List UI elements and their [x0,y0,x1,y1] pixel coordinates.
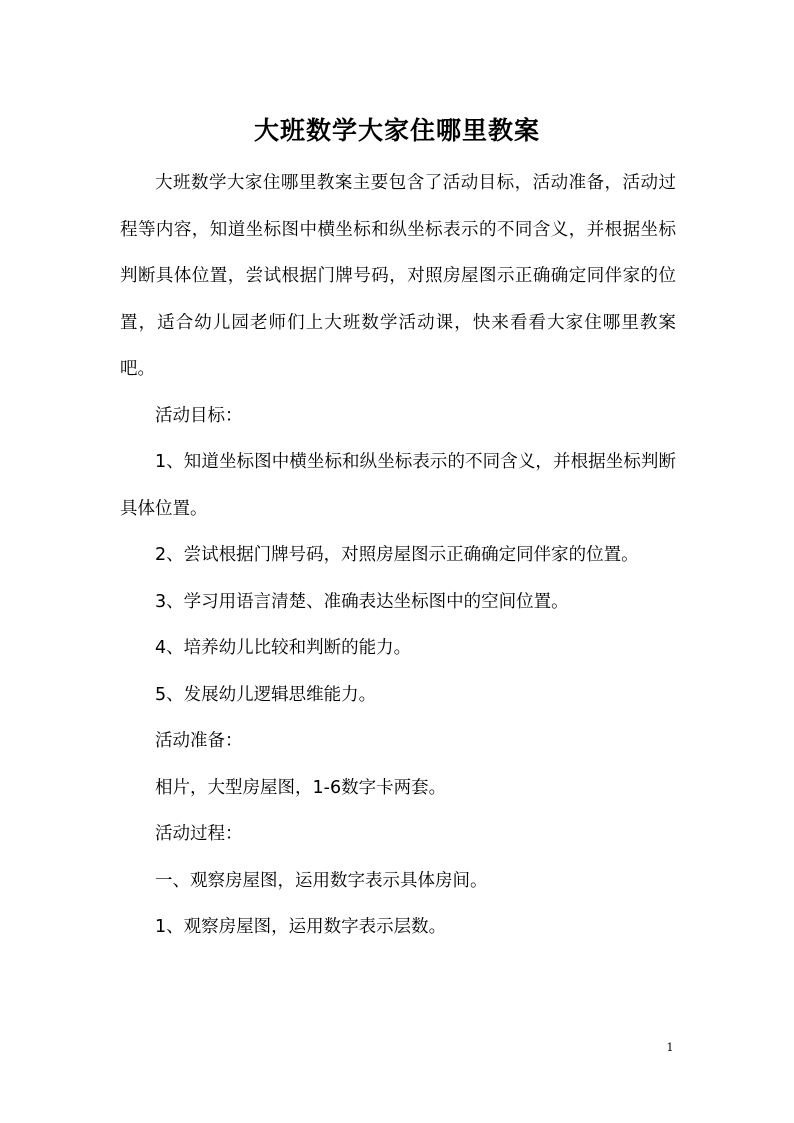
preparation-item: 相片，大型房屋图，1-6数字卡两套。 [155,777,447,798]
intro-paragraph: 大班数学大家住哪里教案主要包含了活动目标，活动准备，活动过程等内容，知道坐标图中横坐标和纵坐标表示的不同含义，并根据坐标判断具体位置，尝试根据门牌号码，对照房屋图示正确确定同伴家的位置，适合幼儿园老师们上大班数学活动课，快来看看大家住哪里教案吧。 [120,173,676,379]
section-heading-goals: 活动目标： [155,405,243,426]
section-heading-preparation: 活动准备： [155,731,243,751]
goal-item-4: 4、培养幼儿比较和判断的能力。 [155,638,412,658]
document-title: 大班数学大家住哪里教案 [253,115,540,145]
document-body [120,160,676,951]
goal-item-3: 3、学习用语言清楚、准确表达坐标图中的空间位置。 [155,591,569,612]
goal-item-1: 1、知道坐标图中横坐标和纵坐标表示的不同含义，并根据坐标判断具体位置。 [120,452,676,519]
section-heading-process: 活动过程： [155,824,243,844]
goal-item-5: 5、发展幼儿逻辑思维能力。 [155,684,377,705]
process-step-1: 一、观察房屋图，运用数字表示具体房间。 [155,870,488,891]
page-number: 1 [666,1041,674,1054]
goal-item-2: 2、尝试根据门牌号码，对照房屋图示正确确定同伴家的位置。 [155,545,639,565]
process-substep-1: 1、观察房屋图，运用数字表示层数。 [155,917,447,937]
